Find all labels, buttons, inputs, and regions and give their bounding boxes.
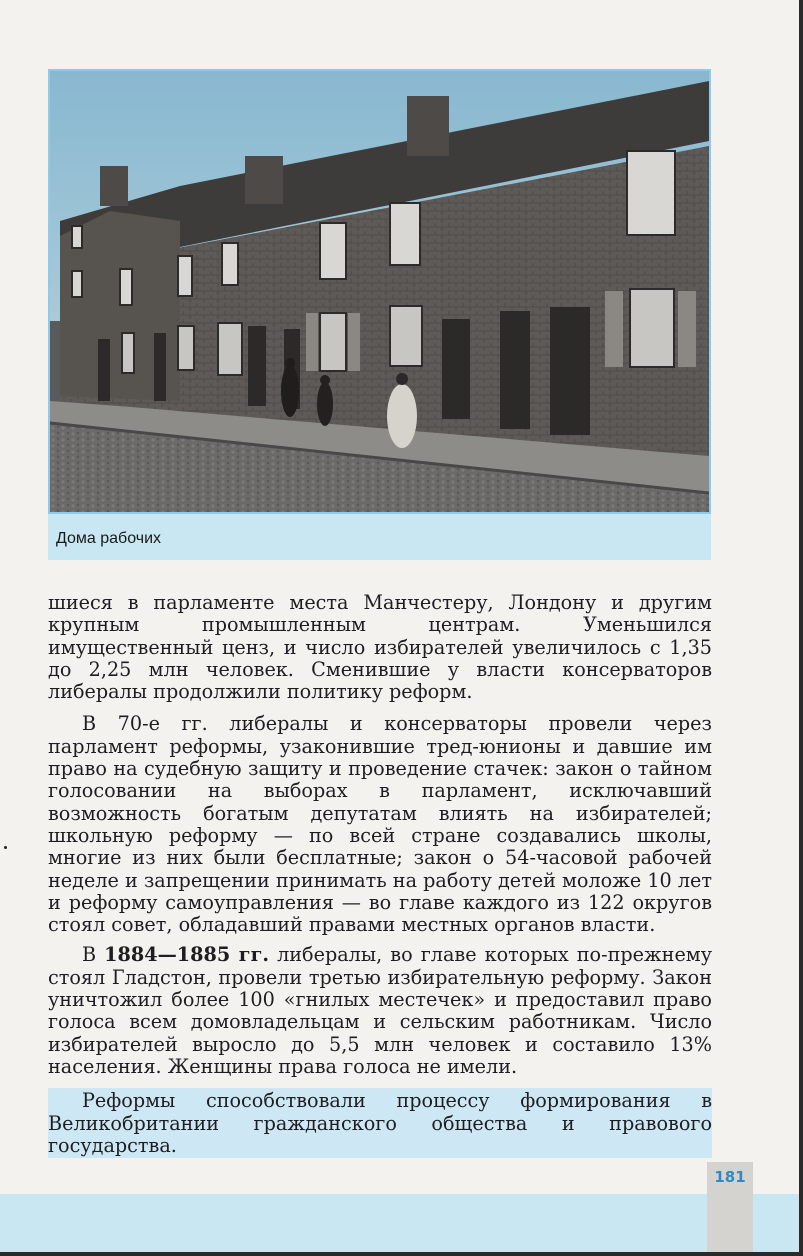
paragraph-4: Реформы способствовали процессу формирования в Великобритании гражданского общества и правового государства.: [48, 1089, 712, 1157]
photo-drawing: [50, 71, 709, 512]
stray-mark: [4, 846, 7, 849]
workers-houses-photo: [48, 69, 711, 514]
paragraph-2: В 70-е гг. либералы и консерваторы провели через парламент реформы, узаконившие тред-юнионы и давшие им право на судебную защиту и проведение стачек: закон о тайном голосовании на выборах в парламент, исключавший возможность богатым депутатам влиять на избирателей; школьную реформу — по всей стране создавались школы, многие из них были бесплатные; закон о 54-часовой рабочей неделе и запрещении принимать на работу детей моложе 10 лет и реформу самоуправления — во главе каждого из 122 округов стоял совет, обладавший правами местных органов власти.: [48, 712, 712, 937]
paragraph-3-text: либералы, во главе которых по-прежнему стоял Гладстон, провели третью избирательную реформу. Закон уничтожил более 100 «гнилых местечек» и предоставил право голоса всем домовладельцам и сельским работникам. Число избирателей выросло до 5,5 млн человек и составило 13% населения. Женщины права голоса не имели.: [48, 943, 713, 1078]
paragraph-3: [48, 944, 712, 1078]
paragraph-3-prefix: В: [82, 943, 105, 967]
paragraph-3-dates: 1884—1885 гг.: [104, 943, 270, 967]
body-text: [48, 592, 712, 1157]
paragraph-1: шиеся в парламенте места Манчестеру, Лондону и другим крупным промышленным центрам. Уменьшился имущественный ценз, и число избирателей увеличилось с 1,35 до 2,25 млн человек. Сменившие у власти консерваторов либералы продолжили политику реформ.: [48, 591, 712, 704]
caption-text: Дома рабочих: [56, 530, 162, 547]
page-edge: [799, 0, 803, 1256]
photo-caption: [48, 514, 711, 560]
page-edge-bottom: [0, 1252, 803, 1256]
bottom-color-band: [0, 1194, 799, 1252]
page-number: 181: [714, 1168, 746, 1186]
